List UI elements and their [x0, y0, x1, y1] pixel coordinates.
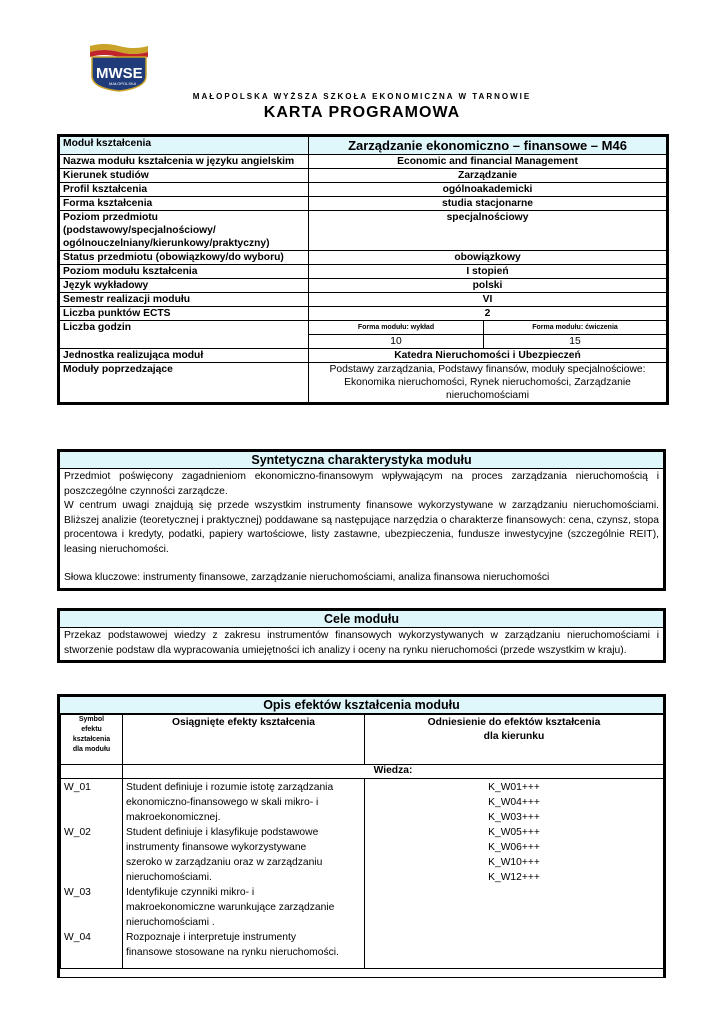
- exercise-form-label: Forma modułu: ćwiczenia: [484, 321, 668, 335]
- synthetic-paragraph: Przedmiot poświęcony zagadnieniom ekonomiczno-finansowym wpływającym na proces zarządzania nieruchomością i poszczególne czynności zarządcze.: [64, 471, 659, 497]
- level-row: [59, 211, 668, 251]
- module-info-table: [57, 134, 669, 405]
- lecture-form-label: Forma modułu: wykład: [309, 321, 484, 335]
- level-value: specjalnościowy: [309, 211, 668, 251]
- effects-title: Opis efektów kształcenia modułu: [60, 697, 663, 714]
- knowledge-row: [61, 765, 664, 779]
- synthetic-section: [57, 449, 666, 591]
- unit-label: Jednostka realizująca moduł: [59, 349, 309, 363]
- symbol-header-line: Symbol: [78, 716, 105, 723]
- symbol-header-line: dla modułu: [72, 746, 111, 753]
- info-row-label: Poziom modułu kształcenia: [59, 265, 309, 279]
- effects-cell: [123, 779, 365, 969]
- effects-table: [60, 714, 664, 969]
- reference-code: K_W03+++: [488, 812, 540, 823]
- level-label-line: ogólnouczelniany/kierunkowy/praktyczny): [63, 238, 270, 249]
- prereq-value: [309, 363, 668, 404]
- info-row: [59, 307, 668, 321]
- prereq-line: Ekonomika nieruchomości, Rynek nieruchomości, Zarządzanie: [344, 377, 631, 388]
- info-row-value: Economic and financial Management: [309, 155, 668, 169]
- effect-symbol: W_01: [64, 782, 91, 793]
- effect-description: [126, 885, 361, 930]
- info-row-label: Język wykładowy: [59, 279, 309, 293]
- logo-text: MWSE: [96, 65, 143, 82]
- unit-value: Katedra Nieruchomości i Ubezpieczeń: [309, 349, 668, 363]
- school-name: MAŁOPOLSKA WYŻSZA SZKOŁA EKONOMICZNA W TARNOWIE: [192, 92, 532, 101]
- info-row: [59, 183, 668, 197]
- reference-header-line: dla kierunku: [483, 731, 545, 742]
- reference-code: K_W05+++: [488, 827, 540, 838]
- reference-code: K_W04+++: [488, 797, 540, 808]
- effect-line: Rozpoznaje i interpretuje instrumenty: [126, 932, 296, 943]
- goals-title: Cele modułu: [60, 611, 663, 628]
- info-row-value: ogólnoakademicki: [309, 183, 668, 197]
- school-logo: [88, 42, 150, 92]
- effect-line: finansowe stosowane na rynku nieruchomości.: [126, 947, 339, 958]
- effect-line: Student definiuje i klasyfikuje podstawowe: [126, 827, 319, 838]
- synthetic-title: Syntetyczna charakterystyka modułu: [60, 452, 663, 469]
- info-row: [59, 279, 668, 293]
- info-row: [59, 169, 668, 183]
- symbol-column-header: [61, 715, 123, 765]
- effect-line: Student definiuje i rozumie istotę zarządzania: [126, 782, 334, 793]
- symbol-header-line: kształcenia: [72, 736, 111, 743]
- module-name: Zarządzanie ekonomiczno – finansowe – M46: [309, 136, 668, 155]
- effect-description: [126, 930, 361, 968]
- hours-row: [59, 321, 668, 335]
- effect-symbol: W_04: [64, 932, 91, 943]
- info-row-label: Profil kształcenia: [59, 183, 309, 197]
- effect-line: nieruchomościami .: [126, 917, 215, 928]
- unit-row: [59, 349, 668, 363]
- prereq-line: Podstawy zarządzania, Podstawy finansów, moduły specjalnościowe:: [329, 364, 646, 375]
- info-row-label: Forma kształcenia: [59, 197, 309, 211]
- reference-code: K_W06+++: [488, 842, 540, 853]
- prereq-line: nieruchomościami: [446, 390, 529, 401]
- exercise-hours: 15: [484, 335, 668, 349]
- synthetic-keywords: Słowa kluczowe: instrumenty finansowe, zarządzanie nieruchomościami, analiza finansowa nieruchomości: [64, 572, 550, 583]
- references-cell: [365, 779, 664, 969]
- effect-line: Identyfikuje czynniki mikro- i: [126, 887, 255, 898]
- effects-body-row: [61, 779, 664, 969]
- info-row: [59, 265, 668, 279]
- info-row: [59, 251, 668, 265]
- info-row: [59, 197, 668, 211]
- hours-label: Liczba godzin: [59, 321, 309, 349]
- effects-section: [57, 694, 666, 978]
- effect-symbol: W_03: [64, 887, 91, 898]
- effect-line: makroekonomicznej.: [126, 812, 221, 823]
- info-row-label: Nazwa modułu kształcenia w języku angielskim: [59, 155, 309, 169]
- info-row-label: Kierunek studiów: [59, 169, 309, 183]
- info-row-value: polski: [309, 279, 668, 293]
- lecture-hours: 10: [309, 335, 484, 349]
- effects-header-row: [61, 715, 664, 765]
- prereq-label: Moduły poprzedzające: [59, 363, 309, 404]
- effect-line: ekonomiczno-finansowego w skali mikro- i: [126, 797, 319, 808]
- reference-code: K_W01+++: [488, 782, 540, 793]
- info-row-value: I stopień: [309, 265, 668, 279]
- info-row: [59, 293, 668, 307]
- effect-description: [126, 780, 361, 825]
- info-row-value: obowiązkowy: [309, 251, 668, 265]
- reference-header-line: Odniesienie do efektów kształcenia: [427, 717, 601, 728]
- info-row-label: Semestr realizacji modułu: [59, 293, 309, 307]
- effect-line: makroekonomiczne warunkujące zarządzanie: [126, 902, 335, 913]
- symbols-cell: [61, 779, 123, 969]
- info-row-value: studia stacjonarne: [309, 197, 668, 211]
- level-label-line: Poziom przedmiotu: [63, 212, 158, 223]
- info-row-value: Zarządzanie: [309, 169, 668, 183]
- synthetic-body: [60, 469, 663, 588]
- synthetic-paragraph: W centrum uwagi znajdują się przede wszystkim instrumenty finansowe wykorzystywane w zarządzaniu nieruchomościami. Bliższej analizie (teoretycznej i praktycznej) poddawane są następujące narzędzia o charakterze finansowych: cena, czynsz, stopa procentowa i kredyty, podatki, papiery wartościowe, listy zastawne, ubezpieczenia, fundusze inwestycyjne (szczególnie REIT), leasing nieruchomości.: [64, 500, 659, 555]
- effect-symbol: W_02: [64, 827, 91, 838]
- goals-section: [57, 608, 666, 663]
- module-label: Moduł kształcenia: [59, 136, 309, 155]
- prereq-row: [59, 363, 668, 404]
- info-row-label: Status przedmiotu (obowiązkowy/do wyboru): [59, 251, 309, 265]
- reference-column-header: [365, 715, 664, 765]
- document-title: KARTA PROGRAMOWA: [263, 104, 461, 121]
- effect-line: instrumenty finansowe wykorzystywane: [126, 842, 307, 853]
- effect-description: [126, 825, 361, 885]
- level-label-line: (podstawowy/specjalnościowy/: [63, 225, 216, 236]
- info-row-value: 2: [309, 307, 668, 321]
- effects-column-header: Osiągnięte efekty kształcenia: [123, 715, 365, 765]
- reference-code: K_W10+++: [488, 857, 540, 868]
- info-row-label: Liczba punktów ECTS: [59, 307, 309, 321]
- level-label: [59, 211, 309, 251]
- effect-line: nieruchomościami.: [126, 872, 212, 883]
- goals-text: Przekaz podstawowej wiedzy z zakresu instrumentów finansowych wykorzystywanych w zarządzaniu nieruchomościami i stworzenie podstaw dla wypracowania umiejętności ich analizy i oceny na rynku nieruchomości (przede wszystkim w kraju).: [64, 630, 659, 656]
- module-header-row: [59, 136, 668, 155]
- knowledge-section-label: Wiedza:: [123, 765, 664, 779]
- reference-code: K_W12+++: [488, 872, 540, 883]
- info-row-value: VI: [309, 293, 668, 307]
- logo-subtext: MAŁOPOLSKA: [109, 81, 137, 86]
- effect-line: szeroko w zarządzaniu oraz w zarządzaniu: [126, 857, 323, 868]
- symbol-header-line: efektu: [81, 726, 102, 733]
- info-row: [59, 155, 668, 169]
